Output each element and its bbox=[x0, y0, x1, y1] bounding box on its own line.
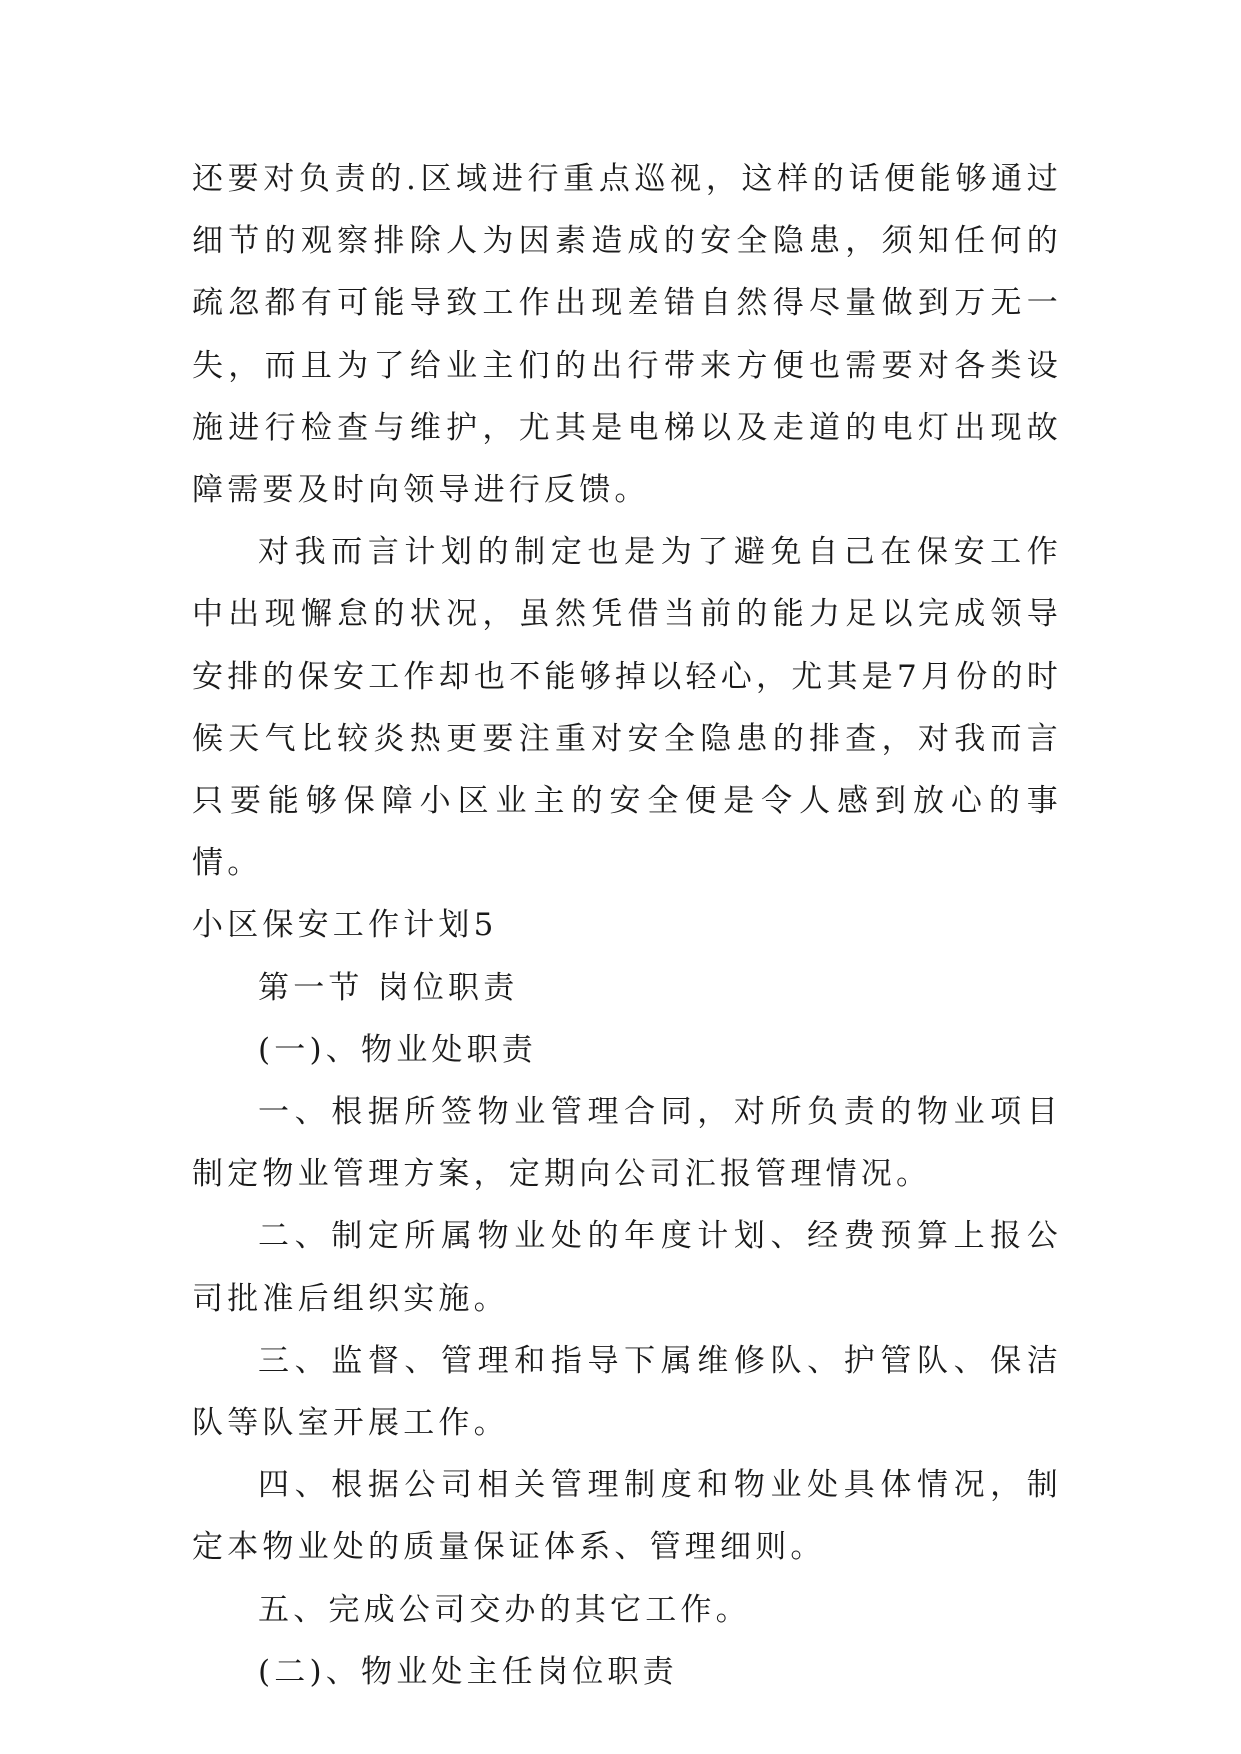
list-item: 三、监督、管理和指导下属维修队、护管队、保洁队等队室开展工作。 bbox=[192, 1342, 1062, 1442]
subsection-heading: (二)、物业处主任岗位职责 bbox=[258, 1653, 678, 1690]
paragraph-plan-purpose: 对我而言计划的制定也是为了避免自己在保安工作中出现懈怠的状况，虽然凭借当前的能力足以完成领导安排的保安工作却也不能够掉以轻心，尤其是7月份的时候天气比较炎热更要注重对安全隐患的排查，对我而言只要能够保障小区业主的安全便是令人感到放心的事情。 bbox=[192, 534, 1062, 882]
section-title: 小区保安工作计划5 bbox=[192, 907, 498, 944]
paragraph-continuation: 还要对负责的.区域进行重点巡视，这样的话便能够通过细节的观察排除人为因素造成的安全隐患，须知任何的疏忽都有可能导致工作出现差错自然得尽量做到万无一失，而且为了给业主们的出行带来方便也需要对各类设施进行检查与维护，尤其是电梯以及走道的电灯出现故障需要及时向领导进行反馈。 bbox=[192, 161, 1062, 509]
document-body bbox=[192, 148, 1062, 1703]
subsection-heading: (一)、物业处职责 bbox=[258, 1031, 537, 1068]
chapter-heading: 第一节 岗位职责 bbox=[258, 969, 519, 1006]
list-item: 五、完成公司交办的其它工作。 bbox=[258, 1591, 751, 1628]
list-item: 二、制定所属物业处的年度计划、经费预算上报公司批准后组织实施。 bbox=[192, 1218, 1062, 1317]
list-item: 一、根据所签物业管理合同，对所负责的物业项目制定物业管理方案，定期向公司汇报管理情况。 bbox=[192, 1094, 1062, 1193]
list-item: 四、根据公司相关管理制度和物业处具体情况，制定本物业处的质量保证体系、管理细则。 bbox=[192, 1467, 1062, 1566]
